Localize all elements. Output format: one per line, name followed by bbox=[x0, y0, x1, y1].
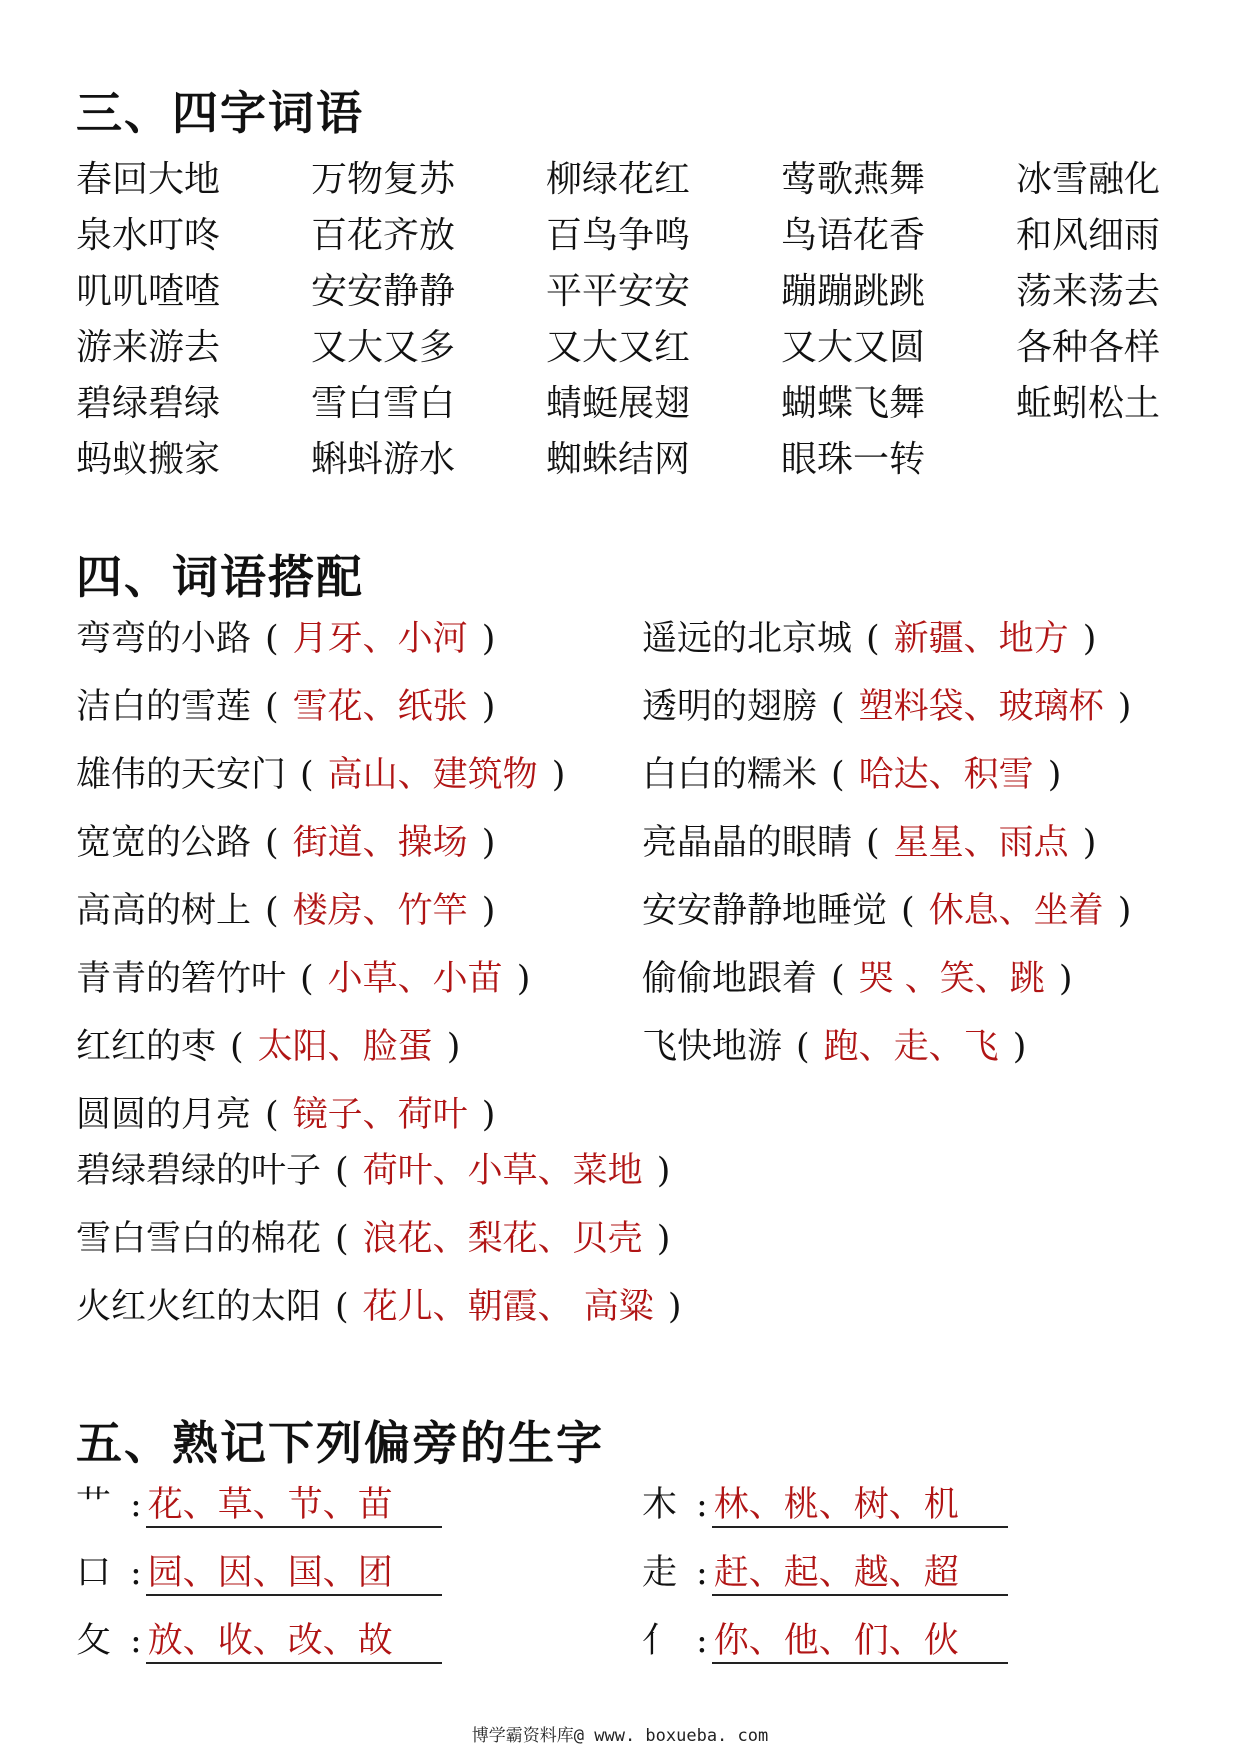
word-item: 泉水叮咚 bbox=[76, 215, 221, 256]
section-heading-radicals: 五、熟记下列偏旁的生字 bbox=[76, 1416, 604, 1470]
open-paren: ( bbox=[831, 755, 845, 795]
radical-row bbox=[642, 1484, 1008, 1528]
collocation-item bbox=[76, 1286, 695, 1328]
collocation-phrase: 圆圆的月亮 bbox=[76, 1095, 252, 1135]
word-item: 百花齐放 bbox=[311, 215, 456, 256]
close-paren: ) bbox=[481, 687, 496, 727]
word-item: 游来游去 bbox=[76, 327, 221, 368]
collocation-item bbox=[76, 822, 509, 864]
section-heading-collocation: 四、词语搭配 bbox=[76, 550, 364, 604]
collocation-item bbox=[642, 618, 1110, 660]
radical-characters: 赶、起、越、超 bbox=[712, 1552, 1008, 1596]
collocation-answer: 街道、操场 bbox=[292, 823, 468, 863]
word-item: 蚯蚓松土 bbox=[1016, 383, 1161, 424]
word-item: 眼珠一转 bbox=[781, 439, 926, 480]
collocation-item bbox=[642, 958, 1086, 1000]
word-item: 鸟语花香 bbox=[781, 215, 926, 256]
radical-label: 口 bbox=[76, 1553, 112, 1593]
collocation-answer: 太阳、脸蛋 bbox=[257, 1027, 433, 1067]
section-heading-four-char-words: 三、四字词语 bbox=[76, 86, 364, 140]
collocation-answer: 楼房、竹竿 bbox=[292, 891, 468, 931]
collocation-item bbox=[76, 1026, 474, 1068]
collocation-item bbox=[76, 754, 579, 796]
radical-label: 攵 bbox=[76, 1621, 112, 1661]
open-paren: ( bbox=[831, 687, 845, 727]
collocation-answer: 哈达、积雪 bbox=[858, 755, 1034, 795]
collocation-answer: 小草、小苗 bbox=[327, 959, 503, 999]
word-item: 安安静静 bbox=[311, 271, 456, 312]
collocation-phrase: 红红的枣 bbox=[76, 1027, 217, 1067]
open-paren: ( bbox=[300, 959, 314, 999]
collocation-phrase: 碧绿碧绿的叶子 bbox=[76, 1151, 322, 1191]
radical-row bbox=[76, 1552, 442, 1596]
open-paren: ( bbox=[265, 891, 279, 931]
word-item: 和风细雨 bbox=[1016, 215, 1161, 256]
collocation-item bbox=[76, 1094, 509, 1136]
radical-colon: : bbox=[130, 1621, 142, 1661]
word-item: 平平安安 bbox=[546, 271, 691, 312]
collocation-phrase: 宽宽的公路 bbox=[76, 823, 252, 863]
word-item: 叽叽喳喳 bbox=[76, 271, 221, 312]
collocation-answer: 花儿、朝霞、 高粱 bbox=[362, 1287, 654, 1327]
collocation-item bbox=[76, 1218, 684, 1260]
collocation-answer: 浪花、梨花、贝壳 bbox=[362, 1219, 643, 1259]
open-paren: ( bbox=[866, 619, 880, 659]
close-paren: ) bbox=[481, 891, 496, 931]
word-item: 蝴蝶飞舞 bbox=[781, 383, 926, 424]
collocation-answer: 塑料袋、玻璃杯 bbox=[858, 687, 1104, 727]
open-paren: ( bbox=[265, 823, 279, 863]
word-item: 蜘蛛结网 bbox=[546, 439, 691, 480]
collocation-answer: 雪花、纸张 bbox=[292, 687, 468, 727]
close-paren: ) bbox=[481, 619, 496, 659]
collocation-phrase: 高高的树上 bbox=[76, 891, 252, 931]
radical-row bbox=[642, 1620, 1008, 1664]
open-paren: ( bbox=[230, 1027, 244, 1067]
collocation-phrase: 弯弯的小路 bbox=[76, 619, 252, 659]
word-item: 百鸟争鸣 bbox=[546, 215, 691, 256]
word-item: 莺歌燕舞 bbox=[781, 159, 926, 200]
collocation-item bbox=[642, 686, 1145, 728]
close-paren: ) bbox=[1117, 687, 1132, 727]
collocation-answer: 哭 、笑、跳 bbox=[858, 959, 1045, 999]
word-item: 蹦蹦跳跳 bbox=[781, 271, 926, 312]
open-paren: ( bbox=[866, 823, 880, 863]
close-paren: ) bbox=[481, 1095, 496, 1135]
close-paren: ) bbox=[1047, 755, 1062, 795]
radical-colon: : bbox=[130, 1553, 142, 1593]
footer-watermark: 博学霸资料库@ www. boxueba. com bbox=[471, 1726, 769, 1746]
open-paren: ( bbox=[265, 1095, 279, 1135]
word-item: 蚂蚁搬家 bbox=[76, 439, 221, 480]
four-char-word-grid bbox=[76, 152, 1226, 488]
collocation-answer: 休息、坐着 bbox=[928, 891, 1104, 931]
radical-label: 走 bbox=[642, 1553, 678, 1593]
collocation-item bbox=[76, 958, 544, 1000]
word-item: 又大又圆 bbox=[781, 327, 926, 368]
collocation-answer: 镜子、荷叶 bbox=[292, 1095, 468, 1135]
word-item: 又大又红 bbox=[546, 327, 691, 368]
radical-characters: 你、他、们、伙 bbox=[712, 1620, 1008, 1664]
close-paren: ) bbox=[481, 823, 496, 863]
radical-colon: : bbox=[130, 1485, 142, 1525]
word-item: 万物复苏 bbox=[311, 159, 456, 200]
collocation-item bbox=[642, 754, 1075, 796]
close-paren: ) bbox=[656, 1151, 671, 1191]
word-item: 柳绿花红 bbox=[546, 159, 691, 200]
collocation-item bbox=[642, 890, 1145, 932]
radical-label: 艹 bbox=[76, 1485, 112, 1525]
open-paren: ( bbox=[901, 891, 915, 931]
word-item: 蝌蚪游水 bbox=[311, 439, 456, 480]
word-item: 碧绿碧绿 bbox=[76, 383, 221, 424]
collocation-phrase: 火红火红的太阳 bbox=[76, 1287, 322, 1327]
collocation-answer: 月牙、小河 bbox=[292, 619, 468, 659]
close-paren: ) bbox=[446, 1027, 461, 1067]
open-paren: ( bbox=[335, 1287, 349, 1327]
radical-characters: 放、收、改、故 bbox=[146, 1620, 442, 1664]
close-paren: ) bbox=[1117, 891, 1132, 931]
word-item: 蜻蜓展翅 bbox=[546, 383, 691, 424]
collocation-item bbox=[76, 890, 509, 932]
collocation-phrase: 雄伟的天安门 bbox=[76, 755, 287, 795]
collocation-answer: 新疆、地方 bbox=[893, 619, 1069, 659]
collocation-item bbox=[76, 1150, 684, 1192]
radical-row bbox=[76, 1484, 442, 1528]
collocation-phrase: 洁白的雪莲 bbox=[76, 687, 252, 727]
open-paren: ( bbox=[831, 959, 845, 999]
close-paren: ) bbox=[1082, 619, 1097, 659]
close-paren: ) bbox=[667, 1287, 682, 1327]
collocation-answer: 高山、建筑物 bbox=[327, 755, 538, 795]
word-item: 雪白雪白 bbox=[311, 383, 456, 424]
open-paren: ( bbox=[335, 1219, 349, 1259]
radical-label: 亻 bbox=[642, 1621, 678, 1661]
radical-colon: : bbox=[696, 1553, 708, 1593]
collocation-answer: 荷叶、小草、菜地 bbox=[362, 1151, 643, 1191]
word-item: 春回大地 bbox=[76, 159, 221, 200]
word-item: 又大又多 bbox=[311, 327, 456, 368]
radical-label: 木 bbox=[642, 1485, 678, 1525]
radical-row bbox=[642, 1552, 1008, 1596]
collocation-phrase: 亮晶晶的眼睛 bbox=[642, 823, 853, 863]
collocation-phrase: 白白的糯米 bbox=[642, 755, 818, 795]
collocation-item bbox=[76, 618, 509, 660]
collocation-item bbox=[642, 822, 1110, 864]
open-paren: ( bbox=[796, 1027, 810, 1067]
open-paren: ( bbox=[265, 619, 279, 659]
radical-characters: 林、桃、树、机 bbox=[712, 1484, 1008, 1528]
collocation-phrase: 遥远的北京城 bbox=[642, 619, 853, 659]
collocation-phrase: 透明的翅膀 bbox=[642, 687, 818, 727]
close-paren: ) bbox=[1082, 823, 1097, 863]
close-paren: ) bbox=[656, 1219, 671, 1259]
open-paren: ( bbox=[265, 687, 279, 727]
collocation-item bbox=[642, 1026, 1040, 1068]
radical-colon: : bbox=[696, 1621, 708, 1661]
close-paren: ) bbox=[516, 959, 531, 999]
close-paren: ) bbox=[1058, 959, 1073, 999]
radical-row bbox=[76, 1620, 442, 1664]
collocation-answer: 星星、雨点 bbox=[893, 823, 1069, 863]
collocation-answer: 跑、走、飞 bbox=[823, 1027, 999, 1067]
collocation-phrase: 青青的箬竹叶 bbox=[76, 959, 287, 999]
collocation-phrase: 雪白雪白的棉花 bbox=[76, 1219, 322, 1259]
collocation-phrase: 偷偷地跟着 bbox=[642, 959, 818, 999]
close-paren: ) bbox=[551, 755, 566, 795]
collocation-phrase: 飞快地游 bbox=[642, 1027, 783, 1067]
open-paren: ( bbox=[335, 1151, 349, 1191]
word-item: 荡来荡去 bbox=[1016, 271, 1161, 312]
word-item: 冰雪融化 bbox=[1016, 159, 1161, 200]
radical-characters: 园、因、国、团 bbox=[146, 1552, 442, 1596]
close-paren: ) bbox=[1012, 1027, 1027, 1067]
collocation-item bbox=[76, 686, 509, 728]
collocation-phrase: 安安静静地睡觉 bbox=[642, 891, 888, 931]
word-item: 各种各样 bbox=[1016, 327, 1161, 368]
open-paren: ( bbox=[300, 755, 314, 795]
radical-characters: 花、草、节、苗 bbox=[146, 1484, 442, 1528]
radical-colon: : bbox=[696, 1485, 708, 1525]
